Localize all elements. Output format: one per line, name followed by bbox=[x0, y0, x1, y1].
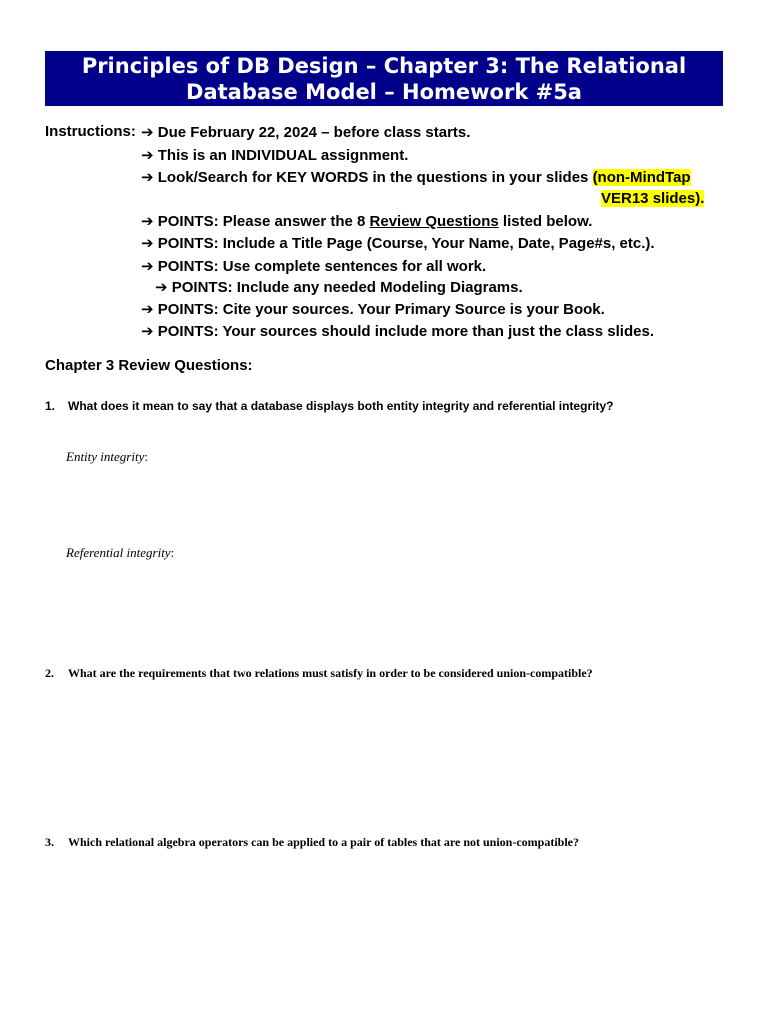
instruction-points-6 bbox=[141, 322, 654, 341]
entity-integrity-label bbox=[66, 449, 148, 465]
points-3-text: POINTS: Use complete sentences for all work. bbox=[157, 258, 487, 275]
question-text: What are the requirements that two relations must satisfy in order to be considered union-compatible? bbox=[68, 666, 593, 680]
arrow-right-icon: ➔ bbox=[141, 168, 154, 186]
arrow-right-icon: ➔ bbox=[141, 257, 154, 275]
arrow-right-icon: ➔ bbox=[141, 146, 154, 164]
arrow-right-icon: ➔ bbox=[141, 300, 154, 318]
points-1-post: listed below. bbox=[502, 213, 593, 230]
question-2 bbox=[45, 666, 593, 681]
instruction-individual bbox=[141, 146, 408, 165]
instruction-points-3 bbox=[141, 257, 486, 276]
points-2-text: POINTS: Include a Title Page (Course, Your Name, Date, Page#s, etc.). bbox=[157, 235, 655, 252]
instructions-label: Instructions: bbox=[45, 123, 136, 140]
entity-integrity-text: Entity integrity bbox=[66, 449, 145, 464]
referential-integrity-label bbox=[66, 545, 174, 561]
title-line-1: Principles of DB Design – Chapter 3: The Relational bbox=[81, 53, 687, 78]
instruction-due-text: Due February 22, 2024 – before class starts. bbox=[157, 124, 471, 141]
instruction-points-4 bbox=[155, 278, 523, 297]
instruction-keywords-text: Look/Search for KEY WORDS in the questions in your slides bbox=[157, 169, 589, 186]
instruction-individual-text: This is an INDIVIDUAL assignment. bbox=[157, 147, 409, 164]
label-colon: : bbox=[144, 449, 148, 464]
instruction-keywords-cont bbox=[601, 190, 704, 208]
section-heading: Chapter 3 Review Questions: bbox=[45, 357, 253, 374]
question-text: What does it mean to say that a database displays both entity integrity and referential integrity? bbox=[68, 399, 614, 413]
instruction-keywords bbox=[141, 168, 691, 187]
points-1-pre: POINTS: Please answer the 8 bbox=[157, 213, 366, 230]
points-4-text: POINTS: Include any needed Modeling Diagrams. bbox=[171, 279, 523, 296]
instruction-due bbox=[141, 123, 470, 142]
question-1 bbox=[45, 399, 613, 413]
arrow-right-icon: ➔ bbox=[141, 123, 154, 141]
instruction-points-2 bbox=[141, 234, 655, 253]
highlighted-note-part1: (non-MindTap bbox=[592, 169, 691, 186]
question-number: 2. bbox=[45, 666, 54, 680]
points-5-text: POINTS: Cite your sources. Your Primary Source is your Book. bbox=[157, 301, 605, 318]
question-text: Which relational algebra operators can be applied to a pair of tables that are not union-compatible? bbox=[68, 835, 580, 849]
instruction-points-1 bbox=[141, 212, 592, 231]
title-line-2: Database Model – Homework #5a bbox=[186, 79, 582, 104]
arrow-right-icon: ➔ bbox=[141, 234, 154, 252]
document-title bbox=[45, 51, 723, 106]
question-number: 1. bbox=[45, 399, 56, 413]
points-6-text: POINTS: Your sources should include more than just the class slides. bbox=[157, 323, 654, 340]
arrow-right-icon: ➔ bbox=[155, 278, 168, 296]
label-colon: : bbox=[170, 545, 175, 560]
highlighted-note-part2: VER13 slides). bbox=[601, 190, 705, 207]
arrow-right-icon: ➔ bbox=[141, 212, 154, 230]
review-questions-link[interactable]: Review Questions bbox=[369, 213, 499, 230]
question-number: 3. bbox=[45, 835, 54, 849]
instruction-points-5 bbox=[141, 300, 605, 319]
referential-integrity-text: Referential integrity bbox=[66, 545, 171, 560]
question-3 bbox=[45, 835, 579, 850]
arrow-right-icon: ➔ bbox=[141, 322, 154, 340]
